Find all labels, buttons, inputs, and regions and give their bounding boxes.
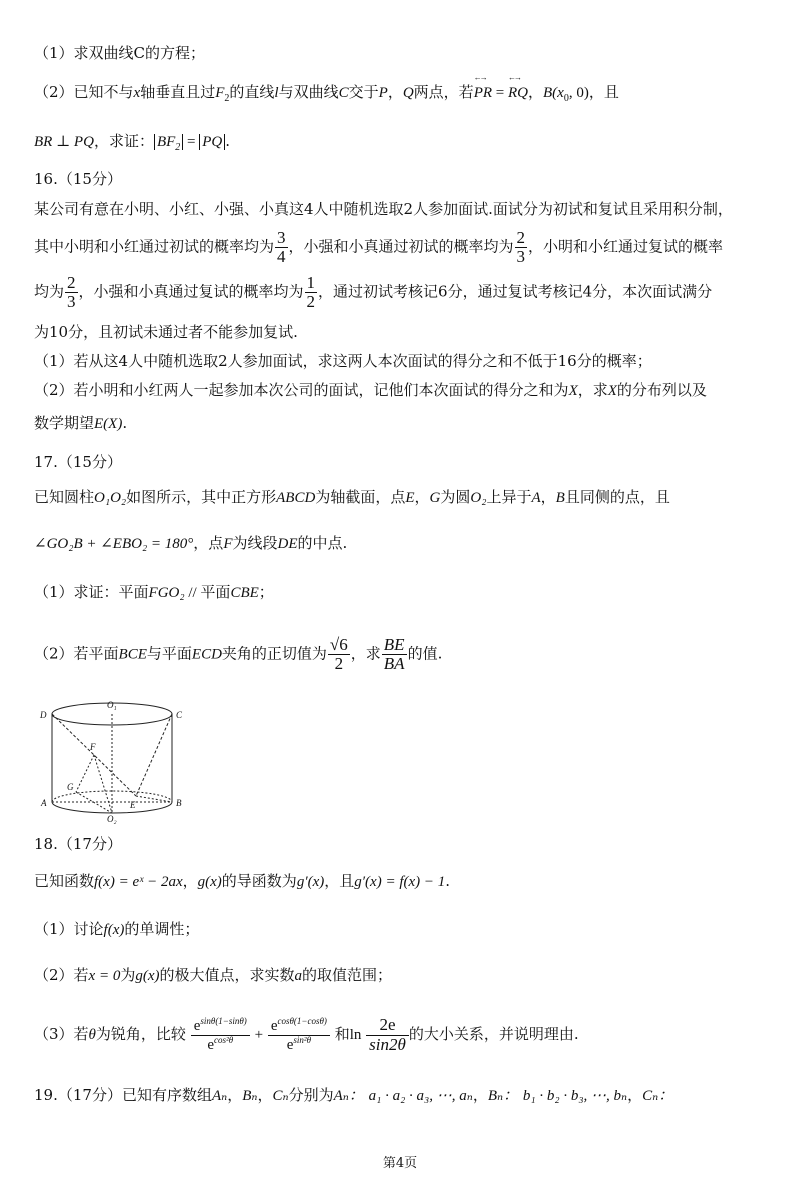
p15-q1: （1）求双曲线C的方程； [34, 44, 206, 62]
vector-PR: ←→ PR [474, 84, 492, 104]
ln-fraction: $\frac{2e}{\sin 2\theta}$ [366, 1016, 409, 1054]
p17-line1: 已知圆柱O₁O₂如图所示，其中正方形ABCD为轴截面，点E，G为圆O₂上异于A，B且同侧的点，且 [34, 488, 670, 506]
p17-line2: ∠GO₂B + ∠EBO₂ = 180°，点F为线段DE的中点. [34, 534, 348, 552]
fraction-sqrt6-2: $\frac{√6}{2}$ [329, 635, 348, 673]
p16-line2: 其中小明和小红通过初试的概率均为 $\frac{3}{4}$ ，小强和小真通过初试的概率均为 $\frac{2}{3}$ ，小明和小红通过复试的概率 [34, 228, 724, 266]
p18-header: 18.（17分） [34, 835, 122, 853]
p17-q1: （1）求证：平面FGO₂ // 平面CBE； [34, 583, 274, 601]
label-G: G [67, 782, 74, 792]
label-E: E [130, 800, 136, 810]
p16-line1: 某公司有意在小明、小红、小强、小真这4人中随机选取2人参加面试.面试分为初试和复试且采用积分制， [34, 200, 733, 218]
label-F: F [90, 742, 96, 752]
p16-q1: （1）若从这4人中随机选取2人参加面试，求这两人本次面试的得分之和不低于16分的概率； [34, 352, 652, 370]
fraction-2-3: $\frac{2}{3}$ [516, 228, 526, 266]
cylinder-figure [30, 696, 190, 824]
exp-fraction-2: $\frac{e^{cos\theta(1-cos\theta)}}{e^{sin^2\theta}}$ [268, 1017, 330, 1053]
p19-line1: 19.（17分）已知有序数组Aₙ，Bₙ，Cₙ分别为Aₙ： a₁ · a₂ · a₃, ⋯, aₙ，Bₙ： b₁ · b₂ · b₃, ⋯, bₙ，Cₙ： [34, 1086, 674, 1104]
p16-line3: 均为 $\frac{2}{3}$ ，小强和小真通过复试的概率均为 $\frac{1}{2}$ ，通过初试考核记6分，通过复试考核记4分，本次面试满分 [34, 273, 713, 311]
label-O2: O₂ [107, 814, 117, 824]
fraction-3-4: $\frac{3}{4}$ [277, 228, 286, 266]
segment-CE [136, 714, 172, 796]
segment-FG [76, 755, 94, 792]
page-number: 第4页 [382, 1156, 418, 1171]
label-O1: O₁ [107, 700, 117, 710]
p16-q2-line1: （2）若小明和小红两人一起参加本次公司的面试，记他们本次面试的得分之和为X，求X的分布列以及 [34, 381, 707, 399]
p17-q2: （2）若平面BCE与平面ECD夹角的正切值为 $\frac{√6}{2}$ ，求 $\frac{BE}{BA}$ 的值. [34, 635, 443, 673]
p18-q2: （2）若x = 0为g(x)的极大值点，求实数a的取值范围； [34, 966, 393, 984]
label-C: C [176, 710, 183, 720]
label-B: B [176, 798, 182, 808]
p18-q1: （1）讨论f(x)的单调性； [34, 920, 200, 938]
p17-header: 17.（15分） [34, 453, 122, 471]
label-D: D [40, 710, 47, 720]
vector-RQ: ←→ RQ [508, 84, 528, 104]
exp-fraction-1: $\frac{e^{sin\theta(1-sin\theta)}}{e^{cos^2\theta}}$ [191, 1017, 250, 1053]
p15-q2-line1: （2）已知不与x轴垂直且过$F_2$的直线l与双曲线C交于P，Q两点，若←→ PR = ←→ RQ，$B(x_0$, 0)，且 [34, 83, 776, 105]
p18-line1: 已知函数f(x) = eˣ − 2ax，g(x)的导函数为g′(x)，且g′(x) = f(x) − 1. [34, 872, 451, 890]
label-A: A [41, 798, 47, 808]
segment-EB [136, 796, 172, 802]
p16-line4: 为10分，且初试未通过者不能参加复试. [34, 323, 298, 341]
p16-header: 16.（15分） [34, 170, 122, 188]
p16-q2-line2: 数学期望E(X). [34, 414, 128, 432]
p15-q2-line2: BR ⊥ PQ，求证： $BF_2$ = PQ . [34, 132, 231, 153]
bottom-back-arc [52, 791, 172, 802]
fraction-1-2: $\frac{1}{2}$ [306, 273, 316, 311]
fraction-2-3b: $\frac{2}{3}$ [67, 273, 76, 311]
p18-q3: （3）若θ为锐角，比较 $\frac{e^{sin\theta(1-sin\theta)}}{e^{cos^2\theta}}$ + $\frac{e^{cos\theta(1-cos\theta)}}{e^{sin^2\theta}}$ 和ln $\frac{2e}{\sin 2\theta}$ 的大小关系，并说明理由. [34, 1015, 579, 1054]
fraction-BE-BA: $\frac{BE}{BA}$ [383, 635, 405, 673]
